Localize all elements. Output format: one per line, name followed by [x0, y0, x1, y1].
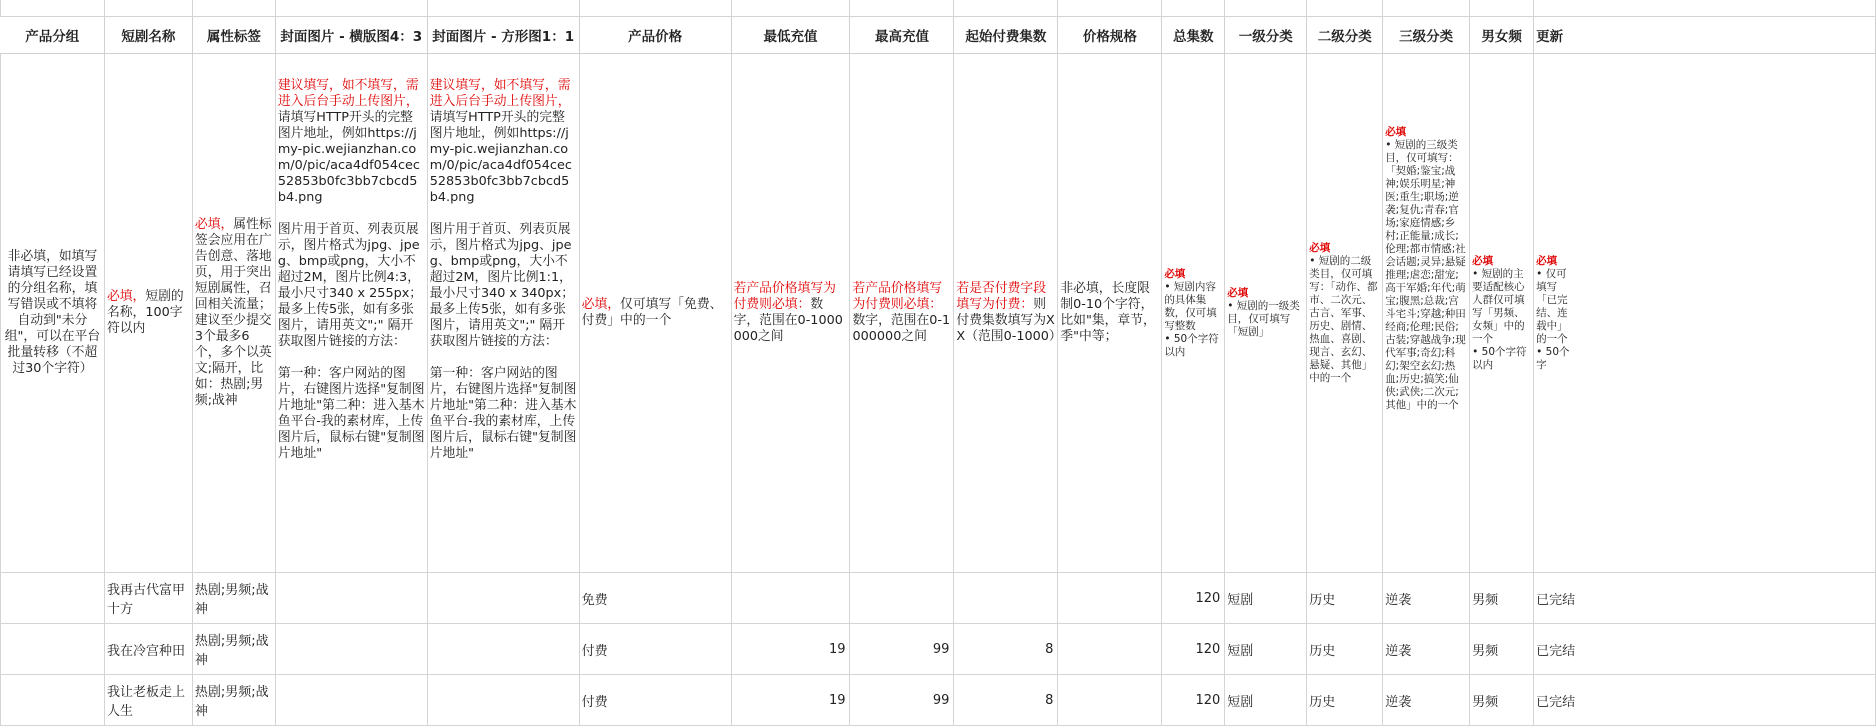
cell-category-2[interactable]: 历史 [1307, 624, 1383, 675]
cell-price[interactable]: 付费 [579, 624, 731, 675]
header-cell[interactable]: 封面图片 - 横版图4：3 [275, 17, 427, 54]
cell-category-2[interactable]: 历史 [1307, 675, 1383, 726]
cell[interactable] [192, 0, 275, 17]
required-label: 若产品价格填写为付费则必填： [733, 281, 836, 312]
header-row [1, 17, 1876, 54]
description-row [1, 54, 1876, 573]
cell-total-episodes[interactable]: 120 [1162, 573, 1225, 624]
cell-total-episodes[interactable]: 120 [1162, 675, 1225, 726]
cell-max-pay[interactable] [850, 573, 954, 624]
cell-price-spec[interactable] [1058, 675, 1162, 726]
bullet-text: • 50个字符以内 [1164, 332, 1219, 358]
desc-text: 第一种：客户网站的图片，右键图片选择"复制图片地址"第二种：进入基木鱼平台-我的素材库，上传图片后，鼠标右键"复制图片地址" [277, 366, 425, 461]
cell-cover-43[interactable] [275, 573, 427, 624]
desc-text: 请填写HTTP开头的完整图片地址，例如https://jmy-pic.wejianzhan.com/0/pic/aca4df054cec52853b0fc3bb7cbcd5b4.png [429, 110, 572, 205]
table-row [1, 573, 1876, 624]
required-label: 若是否付费字段填写为付费： [956, 281, 1046, 312]
desc-price[interactable] [579, 54, 731, 573]
cell[interactable] [104, 0, 192, 17]
cell-max-pay[interactable]: 99 [850, 675, 954, 726]
recommend-label: 建议填写，如不填写，需进入后台手动上传图片， [429, 78, 571, 109]
header-cell[interactable]: 二级分类 [1307, 17, 1383, 54]
cell-gender[interactable]: 男频 [1470, 675, 1534, 726]
cell[interactable] [1470, 0, 1534, 17]
cell-cover-11[interactable] [427, 573, 579, 624]
cell-group[interactable] [1, 624, 105, 675]
cell[interactable] [275, 0, 427, 17]
desc-update[interactable] [1534, 54, 1876, 573]
cell-group[interactable] [1, 573, 105, 624]
cell-tags[interactable]: 热剧;男频;战神 [192, 573, 275, 624]
desc-category-1[interactable] [1225, 54, 1307, 573]
desc-name[interactable] [104, 54, 192, 573]
bullet-text: • 仅可填写「已完结、连载中」的一个 [1536, 267, 1568, 345]
header-cell[interactable]: 属性标签 [192, 17, 275, 54]
cell-name[interactable]: 我在冷宫种田 [104, 624, 192, 675]
desc-group[interactable] [1, 54, 105, 573]
cell[interactable] [1162, 0, 1225, 17]
desc-text: 非必填，长度限制0-10个字符，比如"集，章节，季"中等； [1060, 281, 1156, 344]
cell-cover-11[interactable] [427, 675, 579, 726]
desc-text: 图片用于首页、列表页展示，图片格式为jpg、jpeg、bmp或png，大小不超过2M，图片比例1:1，最小尺寸340 x 340px；最多上传5张，如有多张图片，请用英文";" 隔开获取图片链接的方法： [429, 222, 574, 349]
desc-text: 仅可填写「免费、付费」中的一个 [581, 297, 723, 328]
bullet-text: • 短剧的一级类目，仅可填写「短剧」 [1227, 300, 1300, 338]
cell[interactable] [1307, 0, 1383, 17]
desc-total-episodes[interactable] [1162, 54, 1225, 573]
cell-category-3[interactable]: 逆袭 [1383, 624, 1470, 675]
bullet-text: • 50个字 [1536, 345, 1570, 371]
header-cell[interactable]: 短剧名称 [104, 17, 192, 54]
cell-category-2[interactable]: 历史 [1307, 573, 1383, 624]
cell[interactable] [954, 0, 1058, 17]
cell-gender[interactable]: 男频 [1470, 624, 1534, 675]
required-label: 必填， [194, 217, 234, 232]
cell[interactable] [427, 0, 579, 17]
desc-price-spec[interactable] [1058, 54, 1162, 573]
required-label: 若产品价格填写为付费则必填： [852, 281, 943, 312]
desc-gender[interactable] [1470, 54, 1534, 573]
desc-text: 第一种：客户网站的图片，右键图片选择"复制图片地址"第二种：进入基木鱼平台-我的素材库，上传图片后，鼠标右键"复制图片地址" [429, 366, 577, 461]
table-row [1, 675, 1876, 726]
cell-min-pay[interactable]: 19 [731, 675, 850, 726]
cell-name[interactable]: 我让老板走上人生 [104, 675, 192, 726]
header-cell[interactable]: 最低充值 [731, 17, 850, 54]
required-label: 必填 [1385, 126, 1407, 138]
cell-gender[interactable]: 男频 [1470, 573, 1534, 624]
cell-group[interactable] [1, 675, 105, 726]
desc-text: 非必填，如填写请填写已经设置的分组名称，填写错误或不填将自动到"未分组"，可以在平台批量转移（不超过30个字符） [4, 249, 101, 376]
desc-text: 属性标签会应用在广告创意、落地页，用于突出短剧属性，召回相关流量；建议至少提交3个最多6个，多个以英文;隔开，比如：热剧;男频;战神 [194, 217, 272, 408]
cell-start-episode[interactable]: 8 [954, 624, 1058, 675]
cell-tags[interactable]: 热剧;男频;战神 [192, 624, 275, 675]
header-cell[interactable]: 封面图片 - 方形图1：1 [427, 17, 579, 54]
cell-category-1[interactable]: 短剧 [1225, 675, 1307, 726]
header-cell[interactable]: 更新 [1534, 17, 1876, 54]
desc-max-pay[interactable] [850, 54, 954, 573]
desc-text: 则付费集数填写为XX（范围0-1000） [956, 297, 1062, 344]
bullet-text: • 短剧内容的具体集数，仅可填写整数 [1164, 280, 1217, 332]
header-cell[interactable]: 一级分类 [1225, 17, 1307, 54]
header-cell[interactable]: 起始付费集数 [954, 17, 1058, 54]
header-cell[interactable]: 产品价格 [579, 17, 731, 54]
cell-price[interactable]: 付费 [579, 675, 731, 726]
header-cell[interactable]: 产品分组 [1, 17, 105, 54]
cell-name[interactable]: 我再古代富甲十方 [104, 573, 192, 624]
top-empty-row [1, 0, 1876, 17]
cell[interactable] [1225, 0, 1307, 17]
required-label: 必填， [106, 289, 146, 304]
required-label: 必填， [581, 297, 621, 312]
bullet-text: • 短剧的二级类目，仅可填写：「动作、都市、二次元、古言、军事、历史、剧情、热血、喜剧、现言、玄幻、悬疑、其他」中的一个 [1309, 254, 1378, 384]
desc-cover-11[interactable] [427, 54, 579, 573]
bullet-text: • 短剧的主要适配核心人群仅可填写「男频、女频」中的一个 [1472, 267, 1525, 345]
cell[interactable] [731, 0, 850, 17]
required-label: 必填 [1309, 241, 1331, 254]
desc-text: 请填写HTTP开头的完整图片地址，例如https://jmy-pic.wejianzhan.com/0/pic/aca4df054cec52853b0fc3bb7cbcd5b4.png [277, 110, 420, 205]
cell-total-episodes[interactable]: 120 [1162, 624, 1225, 675]
cell-min-pay[interactable] [731, 573, 850, 624]
cell-category-3[interactable]: 逆袭 [1383, 573, 1470, 624]
bullet-text: • 短剧的三级类目，仅可填写：「契婚;鉴宝;战神;娱乐明星;神医;重生;职场;逆袭;复仇;青春;官场;家庭情感;乡村;正能量;成长;伦理;都市情感;社会话题;灵异;悬疑推理;虐恋;甜宠;高干军婚;年代;萌宝;腹黑;总裁;宫斗宅斗;穿越;种田经商;伦理;民俗;古装;穿越战争;现代军事;奇幻;科幻;架空玄幻;热血;历史;搞笑;仙侠;武侠;二次元;其他」中的一个 [1385, 139, 1466, 411]
desc-tags[interactable] [192, 54, 275, 573]
cell[interactable] [1, 0, 105, 17]
required-label: 必填 [1164, 267, 1186, 280]
desc-start-episode[interactable] [954, 54, 1062, 573]
cell-tags[interactable]: 热剧;男频;战神 [192, 675, 275, 726]
desc-cover-43[interactable] [275, 54, 427, 573]
header-cell[interactable]: 总集数 [1162, 17, 1225, 54]
cell[interactable] [1534, 0, 1876, 17]
cell[interactable] [1058, 0, 1162, 17]
bullet-text: • 50个字符以内 [1472, 345, 1527, 371]
header-cell[interactable]: 男女频 [1470, 17, 1534, 54]
table-row [1, 624, 1876, 675]
cell-start-episode[interactable]: 8 [954, 675, 1058, 726]
desc-min-pay[interactable] [731, 54, 850, 573]
cell-cover-11[interactable] [427, 624, 579, 675]
recommend-label: 建议填写，如不填写，需进入后台手动上传图片， [277, 78, 419, 109]
cell-min-pay[interactable]: 19 [731, 624, 850, 675]
cell[interactable] [1383, 0, 1470, 17]
cell-max-pay[interactable]: 99 [850, 624, 954, 675]
cell-category-3[interactable]: 逆袭 [1383, 675, 1470, 726]
desc-text: 图片用于首页、列表页展示，图片格式为jpg、jpeg、bmp或png，大小不超过2M，图片比例4:3，最小尺寸340 x 255px；最多上传5张，如有多张图片，请用英文";" 隔开获取图片链接的方法： [277, 222, 423, 349]
desc-category-3[interactable] [1383, 54, 1470, 573]
cell-update[interactable]: 已完结 [1534, 675, 1876, 726]
desc-text: 数字，范围在0-1000000之间 [733, 297, 843, 344]
header-cell[interactable]: 价格规格 [1058, 17, 1162, 54]
cell-update[interactable]: 已完结 [1534, 573, 1876, 624]
header-cell[interactable]: 最高充值 [850, 17, 954, 54]
cell-price[interactable]: 免费 [579, 573, 731, 624]
cell[interactable] [579, 0, 731, 17]
required-label: 必填 [1227, 287, 1249, 299]
cell-start-episode[interactable] [954, 573, 1058, 624]
desc-category-2[interactable] [1307, 54, 1383, 573]
cell-category-1[interactable]: 短剧 [1225, 573, 1307, 624]
desc-text: 短剧的名称，100字符以内 [106, 289, 184, 336]
cell-update[interactable]: 已完结 [1534, 624, 1876, 675]
header-cell[interactable]: 三级分类 [1383, 17, 1470, 54]
desc-text: 数字，范围在0-1000000之间 [852, 313, 951, 344]
cell[interactable] [850, 0, 954, 17]
cell-cover-43[interactable] [275, 624, 427, 675]
required-label: 必填 [1536, 254, 1558, 267]
cell-cover-43[interactable] [275, 675, 427, 726]
cell-price-spec[interactable] [1058, 573, 1162, 624]
cell-category-1[interactable]: 短剧 [1225, 624, 1307, 675]
required-label: 必填 [1472, 254, 1494, 267]
cell-price-spec[interactable] [1058, 624, 1162, 675]
